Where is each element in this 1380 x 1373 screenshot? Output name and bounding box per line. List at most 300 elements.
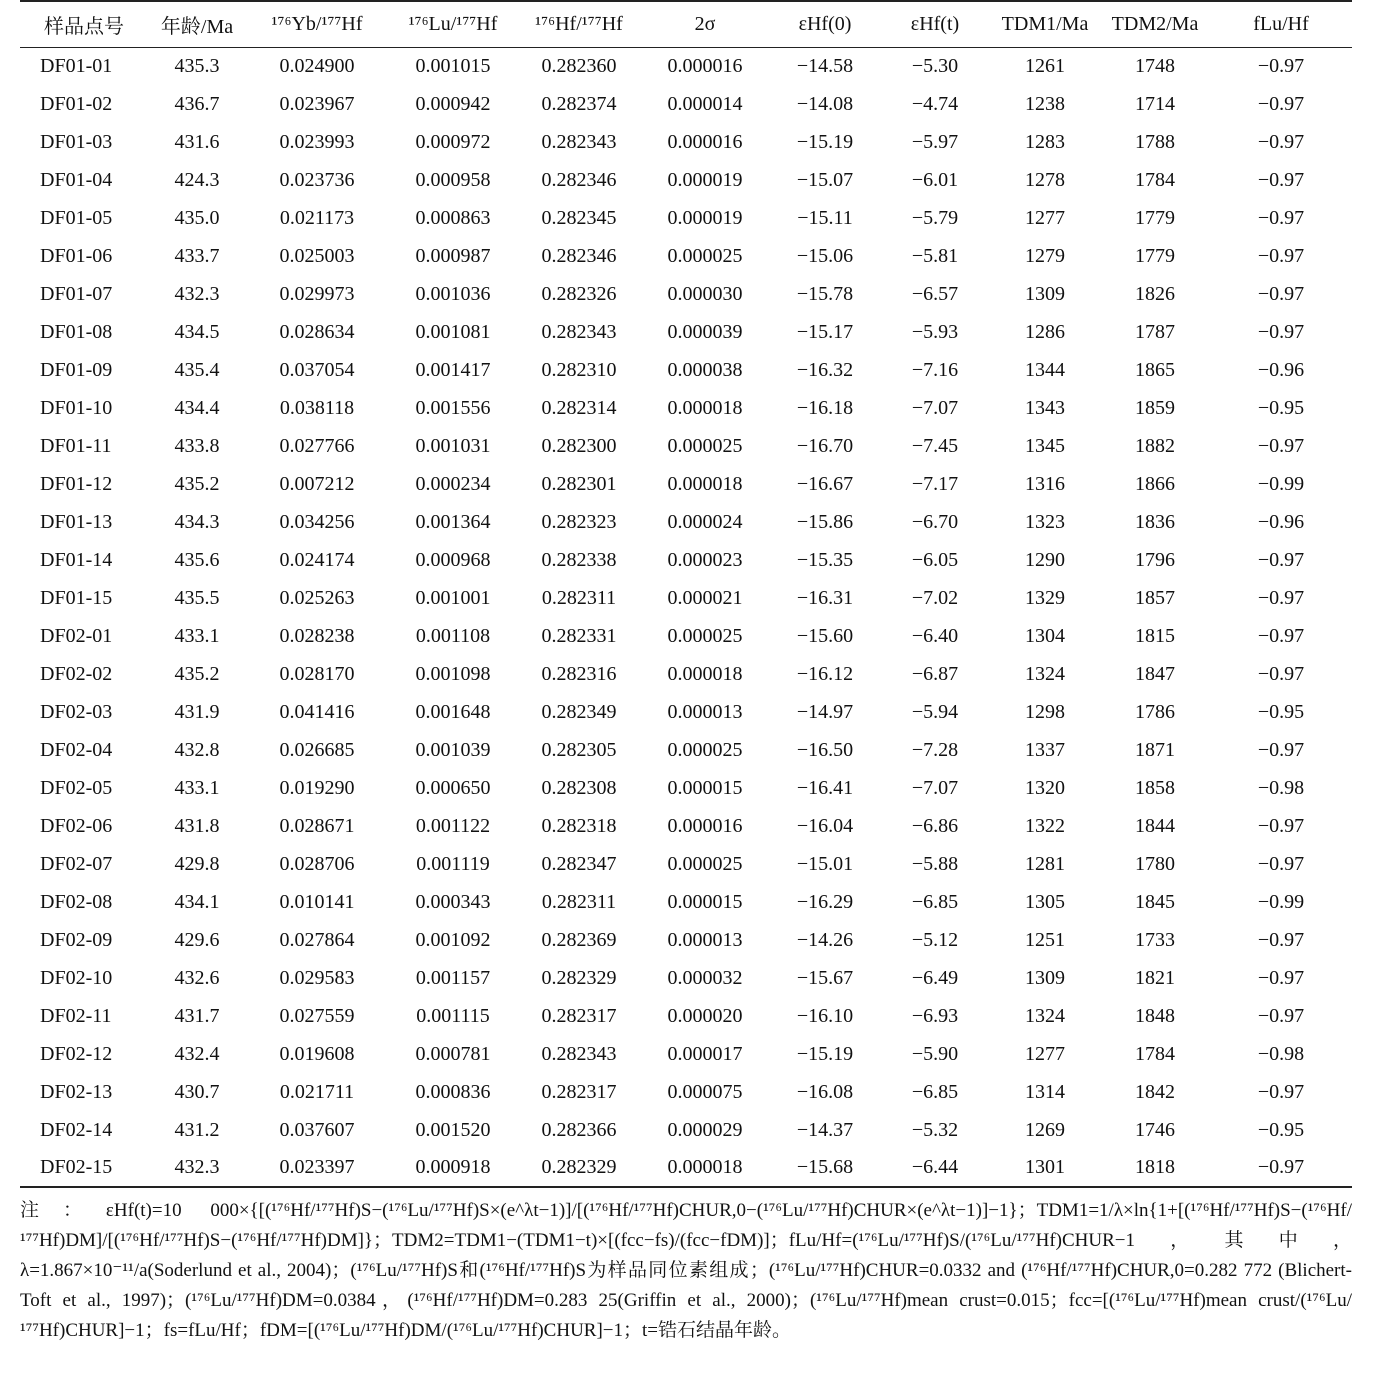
cell-f-lu-hf: −0.97 xyxy=(1257,206,1305,229)
cell-sample-id: DF01-12 xyxy=(40,472,113,495)
cell-sample-id: DF02-04 xyxy=(40,738,113,761)
cell-tdm1: 1298 xyxy=(1025,700,1065,723)
cell-tdm1: 1278 xyxy=(1025,168,1065,191)
cell-f-lu-hf: −0.99 xyxy=(1257,472,1305,495)
cell-f-lu-hf: −0.97 xyxy=(1257,168,1305,191)
cell-age: 433.1 xyxy=(174,776,220,799)
cell-epsilon-hf-0: −15.11 xyxy=(797,206,853,229)
cell-yb-ratio: 0.010141 xyxy=(279,890,355,913)
cell-hf-ratio: 0.282366 xyxy=(541,1118,617,1141)
table-row xyxy=(20,959,1352,997)
cell-lu-ratio: 0.001122 xyxy=(415,814,491,837)
cell-f-lu-hf: −0.97 xyxy=(1257,320,1305,343)
cell-tdm1: 1301 xyxy=(990,1149,1100,1187)
cell-lu-ratio: 0.001098 xyxy=(415,662,491,685)
cell-sample-id: DF01-05 xyxy=(40,206,113,229)
cell-age: 435.4 xyxy=(174,358,220,381)
cell-sample-id: DF02-08 xyxy=(40,890,113,913)
cell-epsilon-hf-t: −6.87 xyxy=(911,662,959,685)
cell-sample-id: DF02-14 xyxy=(40,1118,113,1141)
cell-epsilon-hf-t: −6.40 xyxy=(911,624,959,647)
cell-tdm2: 1780 xyxy=(1135,852,1175,875)
cell-lu-ratio: 0.001036 xyxy=(415,282,491,305)
cell-hf-ratio: 0.282360 xyxy=(541,54,617,77)
cell-yb-ratio: 0.028634 xyxy=(279,320,355,343)
cell-two-sigma: 0.000029 xyxy=(667,1118,743,1141)
cell-age: 431.9 xyxy=(174,700,220,723)
cell-age: 435.3 xyxy=(174,54,220,77)
cell-epsilon-hf-t: −7.07 xyxy=(911,396,959,419)
cell-tdm1: 1251 xyxy=(1025,928,1065,951)
cell-epsilon-hf-0: −15.06 xyxy=(796,244,854,267)
cell-f-lu-hf: −0.97 xyxy=(1257,92,1305,115)
cell-tdm2: 1845 xyxy=(1135,890,1175,913)
cell-sample-id: DF01-03 xyxy=(40,130,113,153)
cell-two-sigma: 0.000030 xyxy=(667,282,743,305)
cell-age: 429.6 xyxy=(174,928,220,951)
cell-tdm1: 1238 xyxy=(1025,92,1065,115)
cell-yb-ratio: 0.029973 xyxy=(279,282,355,305)
header-tdm1: TDM1/Ma xyxy=(990,1,1100,47)
cell-age: 433.8 xyxy=(174,434,220,457)
cell-tdm1: 1269 xyxy=(1025,1118,1065,1141)
cell-sample-id: DF02-13 xyxy=(40,1080,113,1103)
cell-epsilon-hf-t: −5.81 xyxy=(911,244,959,267)
cell-sample-id: DF02-09 xyxy=(40,928,113,951)
cell-f-lu-hf: −0.97 xyxy=(1257,244,1305,267)
cell-lu-ratio: 0.000942 xyxy=(415,92,491,115)
table-row xyxy=(20,617,1352,655)
table-row xyxy=(20,503,1352,541)
cell-lu-ratio: 0.000343 xyxy=(415,890,491,913)
cell-yb-ratio: 0.023397 xyxy=(246,1149,388,1187)
cell-age: 433.1 xyxy=(174,624,220,647)
cell-tdm2: 1871 xyxy=(1135,738,1175,761)
cell-lu-ratio: 0.001520 xyxy=(415,1118,491,1141)
cell-epsilon-hf-0: −15.60 xyxy=(796,624,854,647)
cell-epsilon-hf-t: −7.17 xyxy=(911,472,959,495)
cell-sample-id: DF02-12 xyxy=(40,1042,113,1065)
table-row xyxy=(20,389,1352,427)
cell-sample-id: DF01-08 xyxy=(40,320,113,343)
cell-two-sigma: 0.000025 xyxy=(667,244,743,267)
cell-f-lu-hf: −0.97 xyxy=(1257,814,1305,837)
cell-epsilon-hf-0: −15.86 xyxy=(796,510,854,533)
cell-age: 431.2 xyxy=(174,1118,220,1141)
cell-sample-id: DF01-01 xyxy=(40,54,113,77)
cell-tdm2: 1748 xyxy=(1135,54,1175,77)
cell-tdm2: 1826 xyxy=(1135,282,1175,305)
cell-lu-ratio: 0.001119 xyxy=(416,852,490,875)
hf-isotope-table xyxy=(20,0,1352,1188)
cell-hf-ratio: 0.282338 xyxy=(541,548,617,571)
table-row xyxy=(20,351,1352,389)
cell-sample-id: DF02-10 xyxy=(40,966,113,989)
header-lu-ratio: ¹⁷⁶Lu/¹⁷⁷Hf xyxy=(388,1,518,47)
cell-two-sigma: 0.000025 xyxy=(667,434,743,457)
cell-tdm1: 1290 xyxy=(1025,548,1065,571)
cell-yb-ratio: 0.028238 xyxy=(279,624,355,647)
cell-lu-ratio: 0.001157 xyxy=(415,966,491,989)
cell-epsilon-hf-0: −16.18 xyxy=(796,396,854,419)
cell-epsilon-hf-0: −14.97 xyxy=(796,700,854,723)
cell-tdm1: 1316 xyxy=(1025,472,1065,495)
cell-yb-ratio: 0.029583 xyxy=(279,966,355,989)
cell-hf-ratio: 0.282310 xyxy=(541,358,617,381)
cell-tdm2: 1859 xyxy=(1135,396,1175,419)
cell-epsilon-hf-t: −6.57 xyxy=(911,282,959,305)
header-f-lu-hf: fLu/Hf xyxy=(1210,1,1352,47)
cell-sample-id: DF02-01 xyxy=(40,624,113,647)
cell-epsilon-hf-t: −6.49 xyxy=(911,966,959,989)
cell-yb-ratio: 0.023993 xyxy=(279,130,355,153)
cell-epsilon-hf-t: −5.12 xyxy=(911,928,959,951)
table-row xyxy=(20,1035,1352,1073)
cell-age: 435.2 xyxy=(174,472,220,495)
cell-yb-ratio: 0.024174 xyxy=(279,548,355,571)
cell-tdm1: 1324 xyxy=(1025,662,1065,685)
cell-tdm2: 1858 xyxy=(1135,776,1175,799)
cell-tdm1: 1309 xyxy=(1025,282,1065,305)
cell-epsilon-hf-0: −16.41 xyxy=(796,776,854,799)
cell-sample-id: DF02-03 xyxy=(40,700,113,723)
cell-yb-ratio: 0.034256 xyxy=(279,510,355,533)
cell-f-lu-hf: −0.97 xyxy=(1257,1004,1305,1027)
cell-lu-ratio: 0.000650 xyxy=(415,776,491,799)
cell-yb-ratio: 0.026685 xyxy=(279,738,355,761)
cell-epsilon-hf-t: −7.45 xyxy=(911,434,959,457)
cell-tdm2: 1836 xyxy=(1135,510,1175,533)
cell-f-lu-hf: −0.97 xyxy=(1257,282,1305,305)
cell-tdm1: 1320 xyxy=(1025,776,1065,799)
cell-epsilon-hf-0: −16.08 xyxy=(796,1080,854,1103)
cell-hf-ratio: 0.282314 xyxy=(541,396,617,419)
table-row xyxy=(20,85,1352,123)
cell-tdm1: 1324 xyxy=(1025,1004,1065,1027)
cell-f-lu-hf: −0.97 xyxy=(1257,624,1305,647)
cell-lu-ratio: 0.001108 xyxy=(415,624,491,647)
cell-tdm2: 1784 xyxy=(1135,168,1175,191)
cell-lu-ratio: 0.000781 xyxy=(415,1042,491,1065)
cell-hf-ratio: 0.282317 xyxy=(541,1004,617,1027)
cell-epsilon-hf-t: −5.32 xyxy=(911,1118,959,1141)
cell-hf-ratio: 0.282316 xyxy=(541,662,617,685)
header-epsilon-hf-t: εHf(t) xyxy=(880,1,990,47)
cell-f-lu-hf: −0.95 xyxy=(1257,700,1305,723)
cell-two-sigma: 0.000016 xyxy=(667,54,743,77)
cell-f-lu-hf: −0.97 xyxy=(1257,738,1305,761)
cell-tdm1: 1322 xyxy=(1025,814,1065,837)
cell-epsilon-hf-0: −15.68 xyxy=(770,1149,880,1187)
cell-yb-ratio: 0.021173 xyxy=(279,206,355,229)
cell-f-lu-hf: −0.97 xyxy=(1257,662,1305,685)
cell-age: 434.1 xyxy=(174,890,220,913)
cell-epsilon-hf-0: −16.29 xyxy=(796,890,854,913)
cell-epsilon-hf-0: −16.50 xyxy=(796,738,854,761)
cell-two-sigma: 0.000018 xyxy=(667,472,743,495)
cell-two-sigma: 0.000016 xyxy=(667,130,743,153)
cell-two-sigma: 0.000075 xyxy=(667,1080,743,1103)
cell-yb-ratio: 0.027864 xyxy=(279,928,355,951)
cell-epsilon-hf-0: −15.07 xyxy=(796,168,854,191)
cell-epsilon-hf-0: −15.01 xyxy=(796,852,854,875)
cell-sample-id: DF02-11 xyxy=(40,1004,112,1027)
table-row xyxy=(20,1073,1352,1111)
cell-age: 432.3 xyxy=(148,1149,246,1187)
cell-age: 431.7 xyxy=(174,1004,220,1027)
cell-hf-ratio: 0.282326 xyxy=(541,282,617,305)
cell-lu-ratio: 0.001115 xyxy=(416,1004,490,1027)
cell-yb-ratio: 0.007212 xyxy=(279,472,355,495)
cell-age: 434.3 xyxy=(174,510,220,533)
header-yb-ratio: ¹⁷⁶Yb/¹⁷⁷Hf xyxy=(246,1,388,47)
cell-lu-ratio: 0.001556 xyxy=(415,396,491,419)
cell-age: 435.2 xyxy=(174,662,220,685)
cell-tdm1: 1277 xyxy=(1025,206,1065,229)
cell-f-lu-hf: −0.97 xyxy=(1257,548,1305,571)
cell-lu-ratio: 0.000968 xyxy=(415,548,491,571)
cell-tdm2: 1779 xyxy=(1135,244,1175,267)
cell-yb-ratio: 0.027559 xyxy=(279,1004,355,1027)
cell-tdm2: 1848 xyxy=(1135,1004,1175,1027)
cell-tdm2: 1788 xyxy=(1135,130,1175,153)
cell-sample-id: DF01-10 xyxy=(40,396,113,419)
cell-sample-id: DF02-02 xyxy=(40,662,113,685)
cell-yb-ratio: 0.038118 xyxy=(279,396,355,419)
cell-yb-ratio: 0.028706 xyxy=(279,852,355,875)
header-age: 年龄/Ma xyxy=(148,1,246,47)
cell-hf-ratio: 0.282343 xyxy=(541,1042,617,1065)
cell-yb-ratio: 0.037054 xyxy=(279,358,355,381)
header-sample: 样品点号 xyxy=(20,1,148,47)
cell-two-sigma: 0.000019 xyxy=(667,206,743,229)
cell-f-lu-hf: −0.97 xyxy=(1257,966,1305,989)
cell-epsilon-hf-0: −15.67 xyxy=(796,966,854,989)
cell-two-sigma: 0.000014 xyxy=(667,92,743,115)
cell-tdm2: 1857 xyxy=(1135,586,1175,609)
cell-lu-ratio: 0.000972 xyxy=(415,130,491,153)
header-hf-ratio: ¹⁷⁶Hf/¹⁷⁷Hf xyxy=(518,1,640,47)
cell-age: 432.6 xyxy=(174,966,220,989)
cell-hf-ratio: 0.282346 xyxy=(541,244,617,267)
cell-epsilon-hf-t: −5.79 xyxy=(911,206,959,229)
table-row xyxy=(20,465,1352,503)
table-row xyxy=(20,199,1352,237)
cell-f-lu-hf: −0.97 xyxy=(1210,1149,1352,1187)
cell-f-lu-hf: −0.97 xyxy=(1257,1080,1305,1103)
table-row xyxy=(20,883,1352,921)
table-row xyxy=(20,997,1352,1035)
table-row xyxy=(20,275,1352,313)
cell-epsilon-hf-t: −5.97 xyxy=(911,130,959,153)
cell-tdm2: 1844 xyxy=(1135,814,1175,837)
cell-hf-ratio: 0.282305 xyxy=(541,738,617,761)
table-row xyxy=(20,123,1352,161)
table-row xyxy=(20,541,1352,579)
cell-f-lu-hf: −0.96 xyxy=(1257,510,1305,533)
cell-age: 435.0 xyxy=(174,206,220,229)
cell-yb-ratio: 0.024900 xyxy=(279,54,355,77)
cell-epsilon-hf-0: −16.10 xyxy=(796,1004,854,1027)
header-two-sigma: 2σ xyxy=(640,1,770,47)
cell-hf-ratio: 0.282300 xyxy=(541,434,617,457)
cell-two-sigma: 0.000018 xyxy=(667,396,743,419)
cell-f-lu-hf: −0.97 xyxy=(1257,928,1305,951)
cell-age: 429.8 xyxy=(174,852,220,875)
cell-tdm1: 1344 xyxy=(1025,358,1065,381)
cell-two-sigma: 0.000038 xyxy=(667,358,743,381)
cell-epsilon-hf-0: −15.17 xyxy=(796,320,854,343)
cell-lu-ratio: 0.000836 xyxy=(415,1080,491,1103)
cell-age: 436.7 xyxy=(174,92,220,115)
cell-lu-ratio: 0.001015 xyxy=(415,54,491,77)
cell-epsilon-hf-t: −7.02 xyxy=(911,586,959,609)
cell-two-sigma: 0.000013 xyxy=(667,928,743,951)
cell-tdm2: 1842 xyxy=(1135,1080,1175,1103)
cell-age: 432.4 xyxy=(174,1042,220,1065)
cell-sample-id: DF02-06 xyxy=(40,814,113,837)
cell-epsilon-hf-t: −7.16 xyxy=(911,358,959,381)
cell-two-sigma: 0.000023 xyxy=(667,548,743,571)
cell-epsilon-hf-0: −14.37 xyxy=(796,1118,854,1141)
cell-age: 434.5 xyxy=(174,320,220,343)
table-row xyxy=(20,655,1352,693)
table-row xyxy=(20,47,1352,85)
cell-tdm1: 1309 xyxy=(1025,966,1065,989)
cell-age: 430.7 xyxy=(174,1080,220,1103)
cell-hf-ratio: 0.282323 xyxy=(541,510,617,533)
cell-tdm1: 1277 xyxy=(1025,1042,1065,1065)
cell-epsilon-hf-0: −16.70 xyxy=(796,434,854,457)
cell-lu-ratio: 0.000918 xyxy=(388,1149,518,1187)
cell-two-sigma: 0.000024 xyxy=(667,510,743,533)
cell-epsilon-hf-0: −15.78 xyxy=(796,282,854,305)
cell-tdm1: 1323 xyxy=(1025,510,1065,533)
cell-f-lu-hf: −0.95 xyxy=(1257,396,1305,419)
cell-epsilon-hf-t: −7.28 xyxy=(911,738,959,761)
table-header-row xyxy=(20,1,1352,47)
cell-tdm2: 1746 xyxy=(1135,1118,1175,1141)
cell-epsilon-hf-t: −4.74 xyxy=(911,92,959,115)
cell-epsilon-hf-t: −6.93 xyxy=(911,1004,959,1027)
cell-tdm2: 1815 xyxy=(1135,624,1175,647)
cell-two-sigma: 0.000025 xyxy=(667,852,743,875)
cell-age: 431.8 xyxy=(174,814,220,837)
cell-epsilon-hf-t: −6.01 xyxy=(911,168,959,191)
cell-tdm2: 1882 xyxy=(1135,434,1175,457)
cell-f-lu-hf: −0.99 xyxy=(1257,890,1305,913)
cell-epsilon-hf-0: −14.08 xyxy=(796,92,854,115)
cell-lu-ratio: 0.001039 xyxy=(415,738,491,761)
cell-hf-ratio: 0.282317 xyxy=(541,1080,617,1103)
cell-f-lu-hf: −0.97 xyxy=(1257,130,1305,153)
cell-tdm2: 1779 xyxy=(1135,206,1175,229)
cell-lu-ratio: 0.001031 xyxy=(415,434,491,457)
cell-epsilon-hf-t: −6.85 xyxy=(911,1080,959,1103)
cell-hf-ratio: 0.282349 xyxy=(541,700,617,723)
table-row xyxy=(20,161,1352,199)
cell-tdm1: 1345 xyxy=(1025,434,1065,457)
cell-tdm1: 1286 xyxy=(1025,320,1065,343)
cell-tdm1: 1279 xyxy=(1025,244,1065,267)
table-row xyxy=(20,1111,1352,1149)
cell-two-sigma: 0.000018 xyxy=(667,662,743,685)
table-body xyxy=(20,47,1352,1187)
cell-epsilon-hf-t: −5.88 xyxy=(911,852,959,875)
cell-two-sigma: 0.000032 xyxy=(667,966,743,989)
cell-sample-id: DF01-06 xyxy=(40,244,113,267)
cell-tdm1: 1305 xyxy=(1025,890,1065,913)
table-row xyxy=(20,579,1352,617)
cell-epsilon-hf-t: −6.85 xyxy=(911,890,959,913)
table-row xyxy=(20,731,1352,769)
cell-tdm1: 1283 xyxy=(1025,130,1065,153)
cell-age: 432.3 xyxy=(174,282,220,305)
cell-lu-ratio: 0.001648 xyxy=(415,700,491,723)
cell-age: 424.3 xyxy=(174,168,220,191)
cell-tdm1: 1304 xyxy=(1025,624,1065,647)
cell-lu-ratio: 0.001092 xyxy=(415,928,491,951)
cell-tdm2: 1733 xyxy=(1135,928,1175,951)
cell-f-lu-hf: −0.96 xyxy=(1257,358,1305,381)
cell-two-sigma: 0.000019 xyxy=(667,168,743,191)
cell-yb-ratio: 0.019290 xyxy=(279,776,355,799)
cell-hf-ratio: 0.282374 xyxy=(541,92,617,115)
cell-lu-ratio: 0.000863 xyxy=(415,206,491,229)
cell-f-lu-hf: −0.97 xyxy=(1257,54,1305,77)
cell-f-lu-hf: −0.97 xyxy=(1257,852,1305,875)
cell-lu-ratio: 0.000234 xyxy=(415,472,491,495)
cell-yb-ratio: 0.037607 xyxy=(279,1118,355,1141)
cell-tdm2: 1714 xyxy=(1135,92,1175,115)
cell-two-sigma: 0.000039 xyxy=(667,320,743,343)
cell-sample-id: DF01-09 xyxy=(40,358,113,381)
cell-epsilon-hf-t: −6.44 xyxy=(880,1149,990,1187)
cell-age: 435.6 xyxy=(174,548,220,571)
table-row xyxy=(20,237,1352,275)
cell-tdm2: 1784 xyxy=(1135,1042,1175,1065)
cell-hf-ratio: 0.282311 xyxy=(541,586,617,609)
cell-epsilon-hf-t: −5.30 xyxy=(911,54,959,77)
cell-two-sigma: 0.000015 xyxy=(667,776,743,799)
cell-two-sigma: 0.000013 xyxy=(667,700,743,723)
cell-two-sigma: 0.000025 xyxy=(667,738,743,761)
cell-sample-id: DF02-07 xyxy=(40,852,113,875)
cell-yb-ratio: 0.021711 xyxy=(279,1080,355,1103)
cell-epsilon-hf-0: −16.67 xyxy=(796,472,854,495)
cell-two-sigma: 0.000021 xyxy=(667,586,743,609)
header-epsilon-hf-0: εHf(0) xyxy=(770,1,880,47)
cell-epsilon-hf-t: −5.93 xyxy=(911,320,959,343)
cell-sample-id: DF02-15 xyxy=(20,1149,148,1187)
cell-epsilon-hf-t: −6.86 xyxy=(911,814,959,837)
cell-epsilon-hf-t: −7.07 xyxy=(911,776,959,799)
table-row xyxy=(20,1149,1352,1187)
cell-tdm1: 1281 xyxy=(1025,852,1065,875)
cell-epsilon-hf-0: −15.35 xyxy=(796,548,854,571)
cell-two-sigma: 0.000016 xyxy=(667,814,743,837)
cell-f-lu-hf: −0.98 xyxy=(1257,776,1305,799)
cell-yb-ratio: 0.019608 xyxy=(279,1042,355,1065)
cell-sample-id: DF02-05 xyxy=(40,776,113,799)
cell-hf-ratio: 0.282329 xyxy=(518,1149,640,1187)
cell-f-lu-hf: −0.95 xyxy=(1257,1118,1305,1141)
cell-epsilon-hf-0: −16.12 xyxy=(796,662,854,685)
cell-yb-ratio: 0.027766 xyxy=(279,434,355,457)
cell-sample-id: DF01-15 xyxy=(40,586,113,609)
cell-hf-ratio: 0.282369 xyxy=(541,928,617,951)
cell-two-sigma: 0.000015 xyxy=(667,890,743,913)
